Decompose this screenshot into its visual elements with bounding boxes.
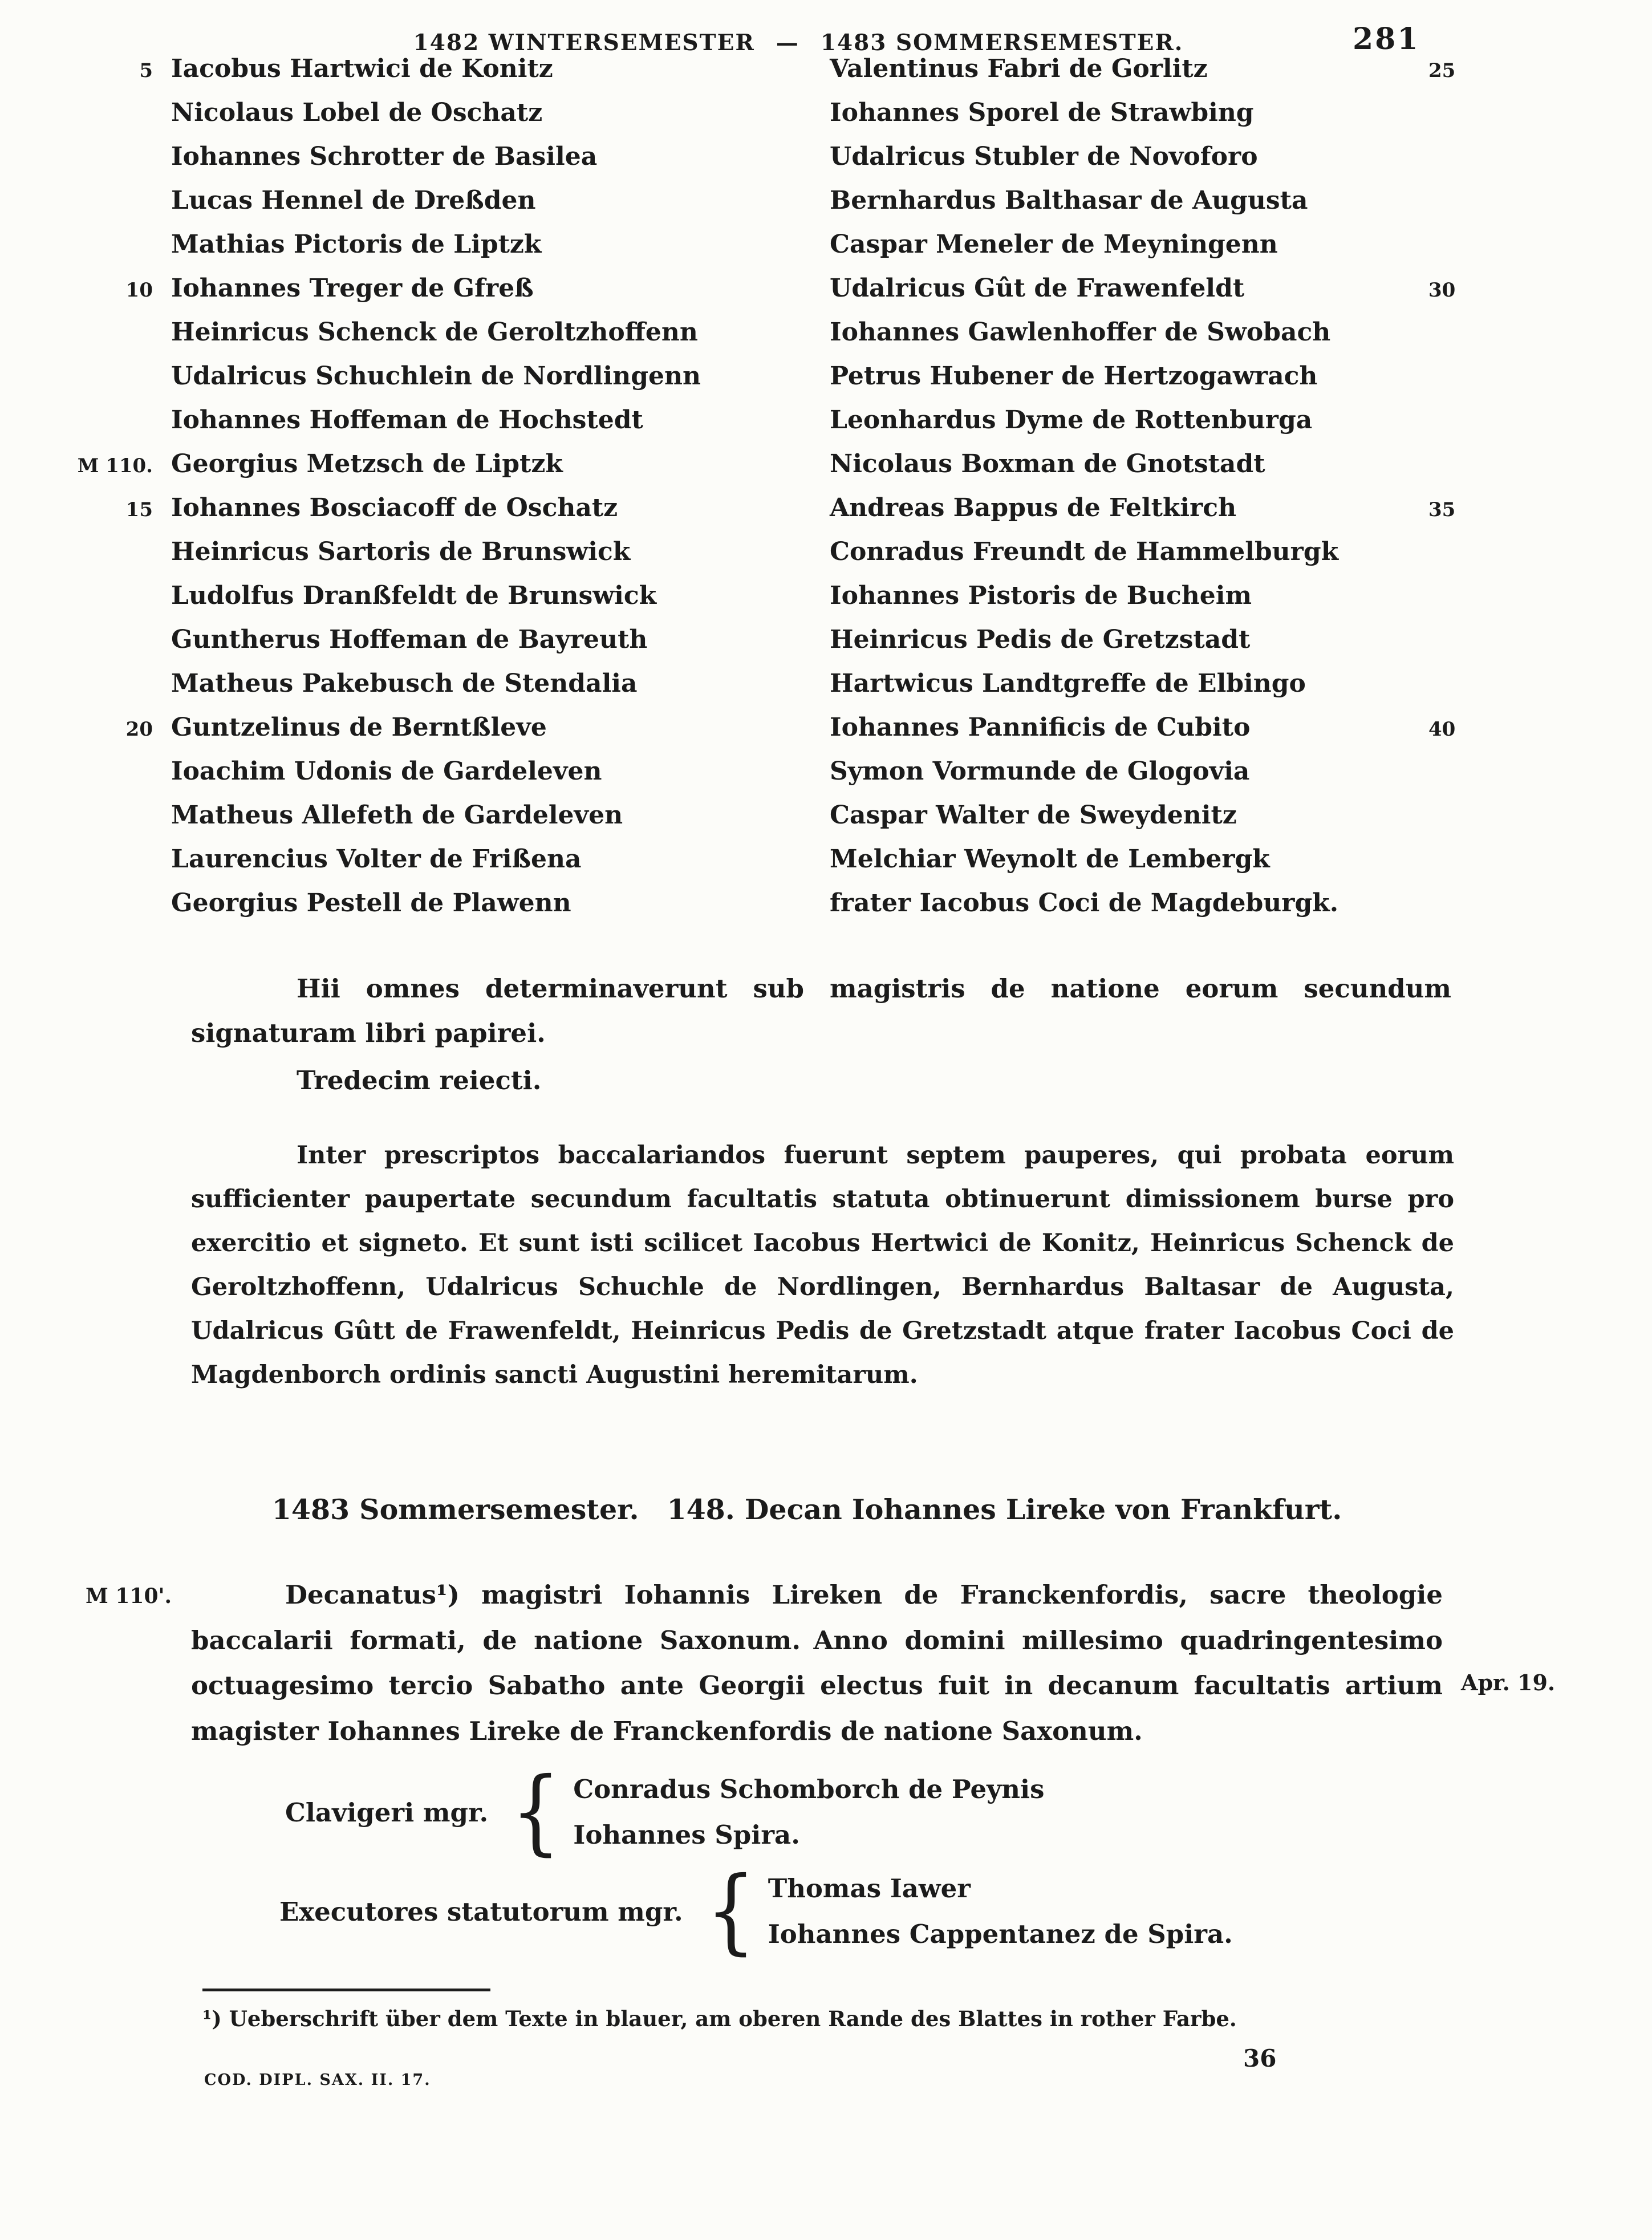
name-list-row (830, 98, 1548, 142)
name-column-right (830, 54, 1548, 932)
student-name: Nicolaus Lobel de Oschatz (171, 98, 543, 127)
student-name: Mathias Pictoris de Liptzk (171, 230, 542, 259)
executores-group (279, 1857, 1233, 1965)
student-name: Iohannes Sporel de Strawbing (830, 98, 1254, 127)
student-name: Conradus Freundt de Hammelburgk (830, 537, 1339, 566)
name-list-row (57, 142, 776, 186)
student-name: Bernhardus Balthasar de Augusta (830, 186, 1308, 215)
name-list-row (57, 888, 776, 932)
folio-note: M 110. (77, 455, 153, 477)
student-name: Iohannes Pannificis de Cubito (830, 713, 1251, 742)
name-list-row (57, 537, 776, 581)
footnote-rule (202, 1989, 490, 1991)
name-list-row (830, 405, 1548, 449)
student-name: Udalricus Stubler de Novoforo (830, 142, 1258, 171)
student-name: Symon Vormunde de Glogovia (830, 757, 1250, 786)
name-list-row (830, 581, 1548, 625)
executores-label: Executores statutorum mgr. (279, 1896, 683, 1927)
clavigeri-items (573, 1767, 1044, 1858)
student-name: Heinricus Sartoris de Brunswick (171, 537, 631, 566)
margin-date-note: Apr. 19. (1461, 1670, 1556, 1695)
name-list-row (57, 581, 776, 625)
student-name: Heinricus Schenck de Geroltzhoffenn (171, 318, 698, 347)
clavigeri-label: Clavigeri mgr. (285, 1797, 489, 1828)
sheet-number: 36 (1243, 2044, 1277, 2072)
executores-name: Iohannes Cappentanez de Spira. (768, 1919, 1233, 1950)
student-name: Udalricus Schuchlein de Nordlingenn (171, 362, 701, 391)
clavigeri-name: Conradus Schomborch de Peynis (573, 1774, 1045, 1804)
left-brace-glyph: { (510, 1758, 561, 1866)
student-name: Matheus Allefeth de Gardeleven (171, 801, 623, 830)
name-list-row (57, 405, 776, 449)
name-list-row (830, 449, 1548, 493)
paragraph-inter-prescriptos: Inter prescriptos baccalariandos fuerunt septem pauperes, qui probata eorum sufficienter paupertate secundum facultatis statuta obtinuerunt dimissionem burse pro exercitio et signeto. Et sunt isti scilicet Iacobus Hertwici de Konitz, Heinricus Schenck de Geroltzhoffenn, Udalricus Schuchle de Nordlingen, Bernhardus Baltasar de Augusta, Udalricus Gûtt de Frawenfeldt, Heinricus Pedis de Gretzstadt atque frater Iacobus Coci de Magdenborch ordinis sancti Augustini heremitarum. (191, 1141, 1454, 1389)
paragraph-tredecim-reiecti: Tredecim reiecti. (297, 1065, 542, 1095)
line-number: 25 (1428, 59, 1456, 82)
name-list-row (57, 669, 776, 713)
name-list-row (830, 757, 1548, 801)
name-list-row (57, 362, 776, 405)
name-list-row (57, 54, 776, 98)
running-title: 1482 WINTERSEMESTER — 1483 SOMMERSEMESTER. (413, 30, 1184, 56)
name-list-row (57, 845, 776, 888)
student-name: Lucas Hennel de Dreßden (171, 186, 536, 215)
student-name: Leonhardus Dyme de Rottenburga (830, 405, 1313, 435)
student-name: Nicolaus Boxman de Gnotstadt (830, 449, 1265, 478)
paragraph-hii-omnes: Hii omnes determinaverunt sub magistris de natione eorum secundum signaturam libri papirei. (191, 973, 1451, 1048)
student-name: Georgius Pestell de Plawenn (171, 888, 571, 918)
footnote-text: ¹) Ueberschrift über dem Texte in blauer, am oberen Rande des Blattes in rother Farbe. (202, 2006, 1237, 2031)
name-list-row (830, 142, 1548, 186)
name-list-row (830, 801, 1548, 845)
name-list-row (57, 493, 776, 537)
student-name: Laurencius Volter de Frißena (171, 845, 582, 874)
line-number: 5 (139, 59, 153, 82)
paragraph-decanatus: Decanatus¹) magistri Iohannis Lireken de Franckenfordis, sacre theologie baccalarii formati, de natione Saxonum. Anno domini millesimo quadringentesimo octuagesimo tercio Sabatho ante Georgii electus fuit in decanum facultatis artium magister Iohannes Lireke de Franckenfordis de natione Saxonum. (191, 1580, 1443, 1746)
student-name: Melchiar Weynolt de Lembergk (830, 845, 1270, 874)
student-name: Udalricus Gût de Frawenfeldt (830, 274, 1245, 303)
student-name: Andreas Bappus de Feltkirch (830, 493, 1237, 522)
left-brace-glyph: { (705, 1857, 756, 1965)
name-list-row (830, 230, 1548, 274)
name-list-row (57, 757, 776, 801)
student-name: Iohannes Bosciacoff de Oschatz (171, 493, 618, 522)
name-list-row (57, 186, 776, 230)
student-name: Heinricus Pedis de Gretzstadt (830, 625, 1251, 654)
name-list-row (830, 537, 1548, 581)
name-list-row (57, 625, 776, 669)
student-name: Guntzelinus de Berntßleve (171, 713, 547, 742)
name-list-row (830, 888, 1548, 932)
student-name: Iacobus Hartwici de Konitz (171, 54, 553, 83)
page-number: 281 (1353, 22, 1420, 56)
name-list-row (57, 449, 776, 493)
student-name: Georgius Metzsch de Liptzk (171, 449, 563, 478)
series-signature: COD. DIPL. SAX. II. 17. (204, 2071, 431, 2089)
name-list-row (830, 362, 1548, 405)
margin-folio-note: M 110'. (86, 1584, 172, 1608)
name-list-row (57, 98, 776, 142)
student-name: Petrus Hubener de Hertzogawrach (830, 362, 1318, 391)
line-number: 40 (1428, 718, 1456, 741)
student-name: Caspar Meneler de Meyningenn (830, 230, 1278, 259)
name-list-row (830, 713, 1548, 757)
student-name: Ludolfus Dranßfeldt de Brunswick (171, 581, 657, 610)
student-name: Iohannes Hoffeman de Hochstedt (171, 405, 643, 435)
clavigeri-name: Iohannes Spira. (573, 1820, 800, 1851)
executores-name: Thomas Iawer (768, 1873, 971, 1904)
line-number: 20 (125, 718, 153, 741)
student-name: Iohannes Gawlenhoffer de Swobach (830, 318, 1331, 347)
line-number: 35 (1428, 498, 1456, 521)
name-list-row (57, 274, 776, 318)
name-list-row (57, 801, 776, 845)
student-name: Ioachim Udonis de Gardeleven (171, 757, 602, 786)
student-name: Valentinus Fabri de Gorlitz (830, 54, 1208, 83)
name-list-row (830, 186, 1548, 230)
name-list-row (830, 669, 1548, 713)
name-list-row (830, 625, 1548, 669)
line-number: 15 (125, 498, 153, 521)
clavigeri-group (285, 1758, 1045, 1866)
name-list-row (57, 318, 776, 362)
student-name: Iohannes Schrotter de Basilea (171, 142, 598, 171)
line-number: 10 (125, 279, 153, 302)
student-name: Iohannes Treger de Gfreß (171, 274, 534, 303)
name-list-row (57, 713, 776, 757)
name-list-row (830, 493, 1548, 537)
line-number: 30 (1428, 279, 1456, 302)
name-list-row (830, 54, 1548, 98)
student-name: Matheus Pakebusch de Stendalia (171, 669, 638, 698)
student-name: Caspar Walter de Sweydenitz (830, 801, 1237, 830)
name-column-left (57, 54, 776, 932)
executores-items (768, 1866, 1233, 1957)
student-name: Guntherus Hoffeman de Bayreuth (171, 625, 648, 654)
section-heading-1483: 1483 Sommersemester. 148. Decan Iohannes Lireke von Frankfurt. (271, 1493, 1342, 1526)
name-list-row (57, 230, 776, 274)
name-list-row (830, 845, 1548, 888)
name-list-row (830, 318, 1548, 362)
student-name: Iohannes Pistoris de Bucheim (830, 581, 1252, 610)
name-list-row (830, 274, 1548, 318)
student-name: frater Iacobus Coci de Magdeburgk. (830, 888, 1339, 918)
student-name: Hartwicus Landtgreffe de Elbingo (830, 669, 1306, 698)
